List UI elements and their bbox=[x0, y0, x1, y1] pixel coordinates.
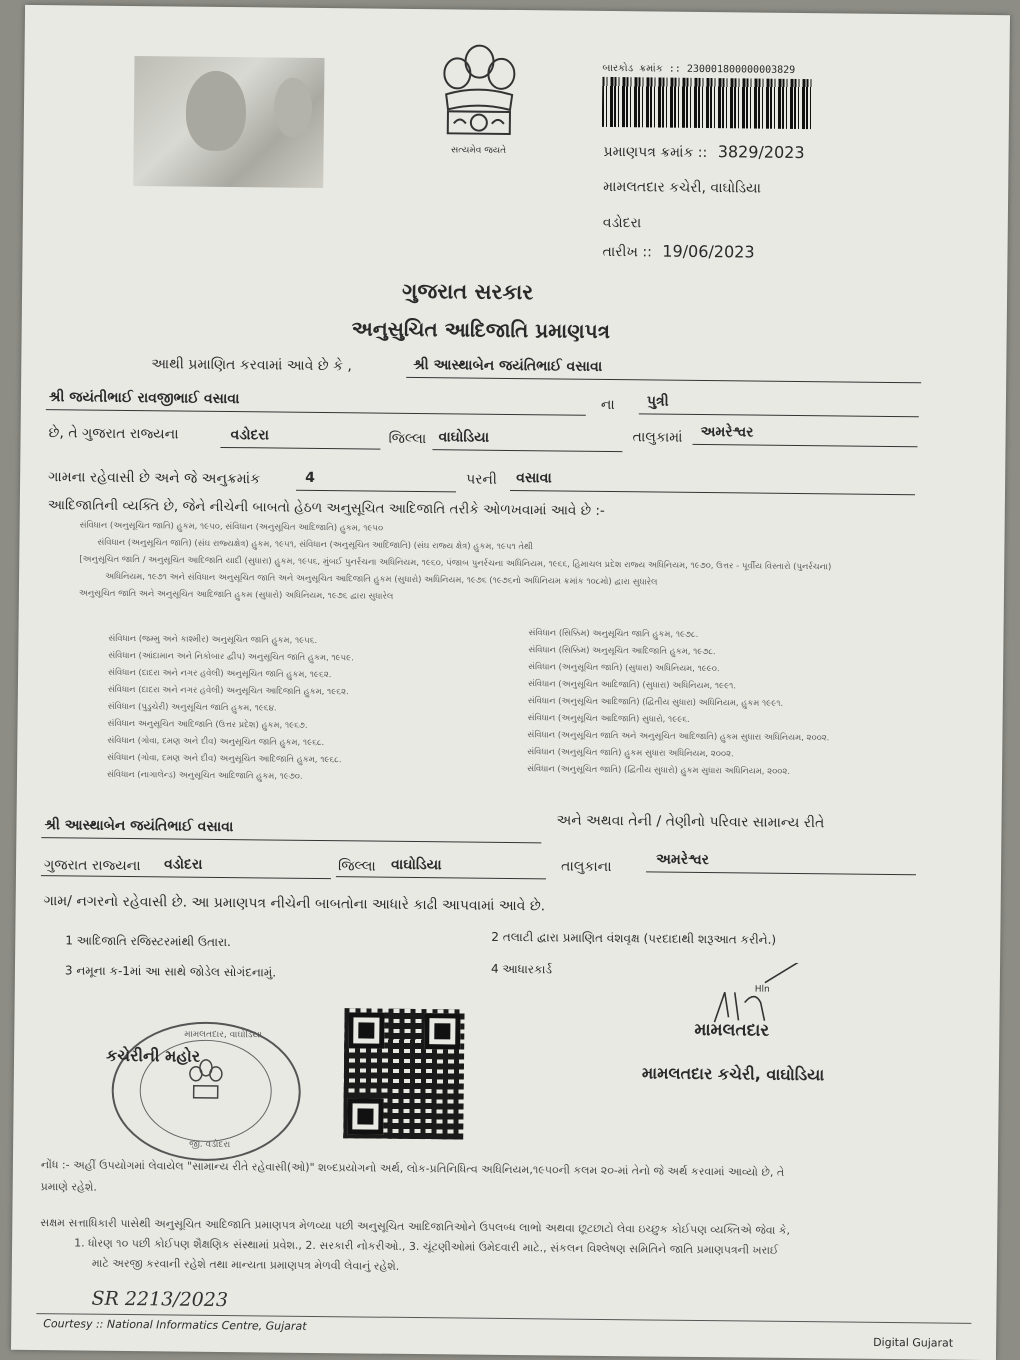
brand-text: Digital Gujarat bbox=[873, 1335, 954, 1350]
tribe: વસાવા bbox=[516, 470, 552, 487]
orders-left-list bbox=[107, 631, 354, 787]
signature-text: Hln bbox=[754, 984, 770, 995]
order-item: સંવિધાન (ગોવા, દમણ અને દીવ) અનુસૂચિત જાતિ હુકમ, ૧૯૬૮. bbox=[107, 735, 325, 749]
order-intro-line: સંવિધાન (અનુસૂચિત જાતિ) (સંઘ રાજ્યક્ષેત્ર) હુકમ, ૧૯૫૧, સંવિધાન (અનુસૂચિત આદિજાતિ) (સંઘ રાજ્ય ક્ષેત્ર) હુકમ, ૧૯૫૧ તેથી bbox=[97, 537, 534, 553]
seal-bottom-text: જી. વડોદરા bbox=[189, 1139, 231, 1151]
na-text: ના bbox=[600, 396, 615, 414]
order-intro-line: [અનુસૂચિત જાતિ / અનુસૂચિત આદિજાતિ યાદી (સુધારા) હુકમ, ૧૯૫૬, મુંબઈ પુનર્રચના અધિનિયમ, ૧૯૬૦, પંજાબ પુનર્રચના અધિનિયમ, ૧૯૬૬, હિમાચલ પ્રદેશ રાજ્ય અધિનિયમ, ૧૯૭૦, ઉત્તર - પૂર્વીય વિસ્તારો (પુનર્રચના) bbox=[79, 554, 832, 573]
qr-code bbox=[343, 1008, 464, 1139]
order-item: સંવિધાન (દાદરા અને નગર હવેલી) અનુસૂચિત આદિજાતિ હુકમ, ૧૯૬૨. bbox=[107, 684, 349, 698]
order-item: સંવિધાન (આંદામાન અને નિકોબાર દ્વીપ) અનુસૂચિત જાતિ હુકમ, ૧૯૫૯. bbox=[108, 650, 354, 664]
recognition-text: આદિજાતિની વ્યક્તિ છે, જેને નીચેની બાબતો હેઠળ અનુસૂચિત આદિજાતિ તરીકે ઓળખવામાં આવે છે :- bbox=[47, 497, 605, 519]
emblem-caption: સત્યમેવ જયતે bbox=[450, 145, 507, 156]
order-item: સંવિધાન (જમ્મુ અને કાશ્મીર) અનુસૂચિત જાતિ હુકમ, ૧૯૫૬. bbox=[108, 633, 318, 646]
government-title: ગુજરાત સરકાર bbox=[401, 278, 534, 305]
applicant-name: શ્રી આસ્થાબેન જયંતિભાઈ વસાવા bbox=[413, 356, 603, 375]
order-item: સંવિધાન (સિક્કિમ) અનુસૂચિત જાતિ હુકમ, ૧૯૭૮. bbox=[528, 628, 699, 640]
serial-number: 4 bbox=[305, 469, 315, 486]
certificate-number-row bbox=[603, 141, 804, 162]
father-name: શ્રી જયંતીભાઈ રાવજીભાઈ વસાવા bbox=[48, 389, 240, 408]
date-label: તારીખ :: bbox=[602, 243, 652, 261]
note-3: 1. ધોરણ ૧૦ પછી કોઈપણ શૈક્ષણિક સંસ્થામાં પ્રવેશ., 2. સરકારી નોકરીઓ., 3. ચૂંટણીઓમાં ઉમેદવારી માટે., સંકલન વિશ્લેષણ સમિતિને જાતિ પ્રમાણપત્રની ખરાઈ bbox=[74, 1236, 779, 1257]
document-item: 2 તલાટી દ્વારા પ્રમાણિત વંશવૃક્ષ (પરદાદાથી શરૂઆત કરીને.) bbox=[491, 929, 777, 947]
certificate-paper bbox=[11, 5, 1010, 1360]
order-item: સંવિધાન (અનુસૂચિત જાતિ અને અનુસૂચિત આદિજાતિ) હુકમ સુધારા અધિનિયમ, ૨૦૦૨. bbox=[527, 730, 830, 744]
order-item: સંવિધાન (પુડુચેરી) અનુસૂચિત જાતિ હુકમ, ૧૯૬૪. bbox=[107, 701, 277, 714]
family-text: અને અથવા તેની / તેણીનો પરિવાર સામાન્ય રીતે bbox=[556, 812, 825, 832]
note-2: સક્ષમ સત્તાધિકારી પાસેથી અનુસૂચિત આદિજાતિ પ્રમાણપત્ર મેળવ્યા પછી અનુસૂચિત આદિજાતિઓને ઉપલબ્ધ લાભો અથવા છૂટછાટો લેવા ઇચ્છુક કોઈપણ વ્યક્તિએ જેવા કે, bbox=[40, 1216, 791, 1237]
order-item: સંવિધાન (અનુસૂચિત જાતિ) (સુધારા) અધિનિયમ, ૧૯૯૦. bbox=[528, 662, 720, 675]
ashoka-emblem-icon bbox=[423, 39, 534, 160]
order-item: સંવિધાન (અનુસૂચિત આદિજાતિ) સુધારો, ૧૯૯૬. bbox=[527, 713, 690, 725]
basis-text: ગામ/ નગરનો રહેવાસી છે. આ પ્રમાણપત્ર નીચેની બાબતોના આધારે કાઢી આપવામાં આવે છે. bbox=[43, 893, 546, 915]
residence-district: વડોદરા bbox=[163, 856, 203, 873]
order-item: સંવિધાન (સિક્કિમ) અનુસૂચિત આદિજાતિ હુકમ, ૧૯૭૮. bbox=[528, 645, 716, 658]
relation: પુત્રી bbox=[646, 393, 669, 410]
order-item: સંવિધાન (અનુસૂચિત આદિજાતિ) (સુધારા) અધિનિયમ, ૧૯૯૧. bbox=[527, 679, 737, 692]
signatory-office: મામલતદાર કચેરી, વાઘોડિયા bbox=[641, 1063, 825, 1085]
note-4: માટે અરજી કરવાની રહેશે તથા માન્યતા પ્રમાણપત્ર મેળવી લેવાનું રહેશે. bbox=[91, 1256, 400, 1273]
state-text: છે, તે ગુજરાત રાજ્યના bbox=[48, 425, 179, 443]
document-item: 3 નમૂના ક-1માં આ સાથે જોડેલ સોગંદનામું. bbox=[64, 963, 277, 980]
resident-text: ગામના રહેવાસી છે અને જે અનુક્રમાંક bbox=[48, 469, 261, 488]
order-intro-line: અનુસૂચિત જાતિ અને અનુસૂચિત આદિજાતિ હુકમ (સુધારો) અધિનિયમ, ૧૯૭૬ દ્વારા સુધારેલ bbox=[78, 588, 394, 602]
note-1: નોંધ :- અહીં ઉપયોગમાં લેવાયેલ "સામાન્ય રીતે રહેવાસી(ઓ)" શબ્દપ્રયોગનો અર્થ, લોક-પ્રતિનિધિત્વ અધિનિયમ,૧૯૫૦ની કલમ ૨૦-માં તેનો જે અર્થ કરવામાં આવ્યો છે, તે bbox=[40, 1158, 785, 1179]
residence-taluka-label: તાલુકાના bbox=[560, 858, 612, 876]
order-intro-line: અધિનિયમ, ૧૯૭૧ અને સંવિધાન અનુસૂચિત જાતિ અને અનુસૂચિત આદિજાતિ હુકમ (સુધારો) અધિનિયમ, ૧૯૭૬ (૧૯૭૬નો અધિનિયમ ક્રમાંક ૧૦૮મો) દ્વારા સુધારેલ bbox=[105, 571, 658, 588]
order-item: સંવિધાન (અનુસૂચિત જાતિ) (દ્વિતીય સુધારો) હુકમ સુધારા અધિનિયમ, ૨૦૦૨. bbox=[527, 764, 791, 777]
tribe-label: પરની bbox=[466, 471, 497, 488]
residence-state-text: ગુજરાત રાજ્યના bbox=[43, 857, 141, 875]
taluka: વાઘોડિયા bbox=[438, 429, 490, 446]
orders-intro bbox=[79, 517, 832, 610]
order-item: સંવિધાન (અનુસૂચિત આદિજાતિ) (દ્વિતીય સુધારા) અધિનિયમ, હુકમ ૧૯૯૧. bbox=[527, 696, 784, 709]
village: અમરેશ્વર bbox=[700, 423, 754, 441]
residence-village: અમરેશ્વર bbox=[656, 851, 710, 869]
district: વડોદરા bbox=[230, 427, 270, 444]
issue-date: 19/06/2023 bbox=[662, 241, 755, 262]
residence-taluka: વાઘોડિયા bbox=[391, 856, 442, 874]
order-item: સંવિધાન (દાદરા અને નગર હવેલી) અનુસૂચિત જાતિ હુકમ, ૧૯૬૨. bbox=[108, 667, 332, 681]
certificate-title: અનુસુચિત આદિજાતિ પ્રમાણપત્ર bbox=[351, 316, 611, 344]
order-item: સંવિધાન (ગોવા, દમણ અને દીવ) અનુસૂચિત આદિજાતિ હુકમ, ૧૯૬૮. bbox=[107, 752, 342, 766]
residence-district-label: જિલ્લા bbox=[337, 858, 376, 875]
certify-text: આથી પ્રમાણિત કરવામાં આવે છે કે , bbox=[151, 356, 352, 375]
taluka-label: તાલુકામાં bbox=[632, 429, 683, 446]
applicant-photo bbox=[133, 56, 324, 188]
document-item: 1 આદિજાતિ રજિસ્ટરમાંથી ઉતારા. bbox=[65, 933, 231, 950]
signatory-title: મામલતદાર bbox=[694, 1019, 770, 1041]
courtesy-text: Courtesy :: National Informatics Centre, Gujarat bbox=[43, 1317, 307, 1333]
seal-ring-text: મામલતદાર, વાઘોડિયા bbox=[184, 1029, 263, 1041]
district-label: જિલ્લા bbox=[388, 430, 427, 448]
note-1b: પ્રમાણે રહેશે. bbox=[40, 1180, 97, 1194]
seal-label: કચેરીની મહોર bbox=[105, 1045, 201, 1066]
order-item: સંવિધાન અનુસૂચિત આદિજાતિ (ઉત્તર પ્રદેશ) હુકમ, ૧૯૬૭. bbox=[107, 718, 308, 731]
date-row bbox=[602, 241, 754, 262]
order-intro-line: સંવિધાન (અનુસૂચિત જાતિ) હુકમ, ૧૯૫૦, સંવિધાન (અનુસૂચિત આદિજાતિ) હુકમ, ૧૯૫૦ bbox=[79, 520, 384, 534]
handwritten-reference: SR 2213/2023 bbox=[91, 1287, 229, 1312]
certificate-number-label: પ્રમાણપત્ર ક્રમાંક :: bbox=[603, 143, 708, 162]
order-item: સંવિધાન (અનુસૂચિત જાતિ) હુકમ સુધારા અધિનિયમ, ૨૦૦૨. bbox=[527, 747, 734, 760]
barcode bbox=[602, 77, 813, 129]
issuing-district: વડોદરા bbox=[602, 214, 642, 232]
certificate-number: 3829/2023 bbox=[717, 142, 805, 163]
orders-right-list bbox=[527, 625, 831, 781]
office-seal bbox=[111, 1021, 301, 1162]
residence-name: શ્રી આસ્થાબેન જયંતિભાઈ વસાવા bbox=[44, 817, 234, 836]
document-item: 4 આધારકાર્ડ bbox=[490, 961, 553, 977]
issuing-office: મામલતદાર કચેરી, વાઘોડિયા bbox=[603, 178, 762, 197]
order-item: સંવિધાન (નાગાલેન્ડ) અનુસૂચિત આદિજાતિ હુકમ, ૧૯૭૦. bbox=[106, 769, 303, 782]
barcode-label: બારકોડ ક્રમાંક :: 230001800000003829 bbox=[602, 62, 796, 76]
